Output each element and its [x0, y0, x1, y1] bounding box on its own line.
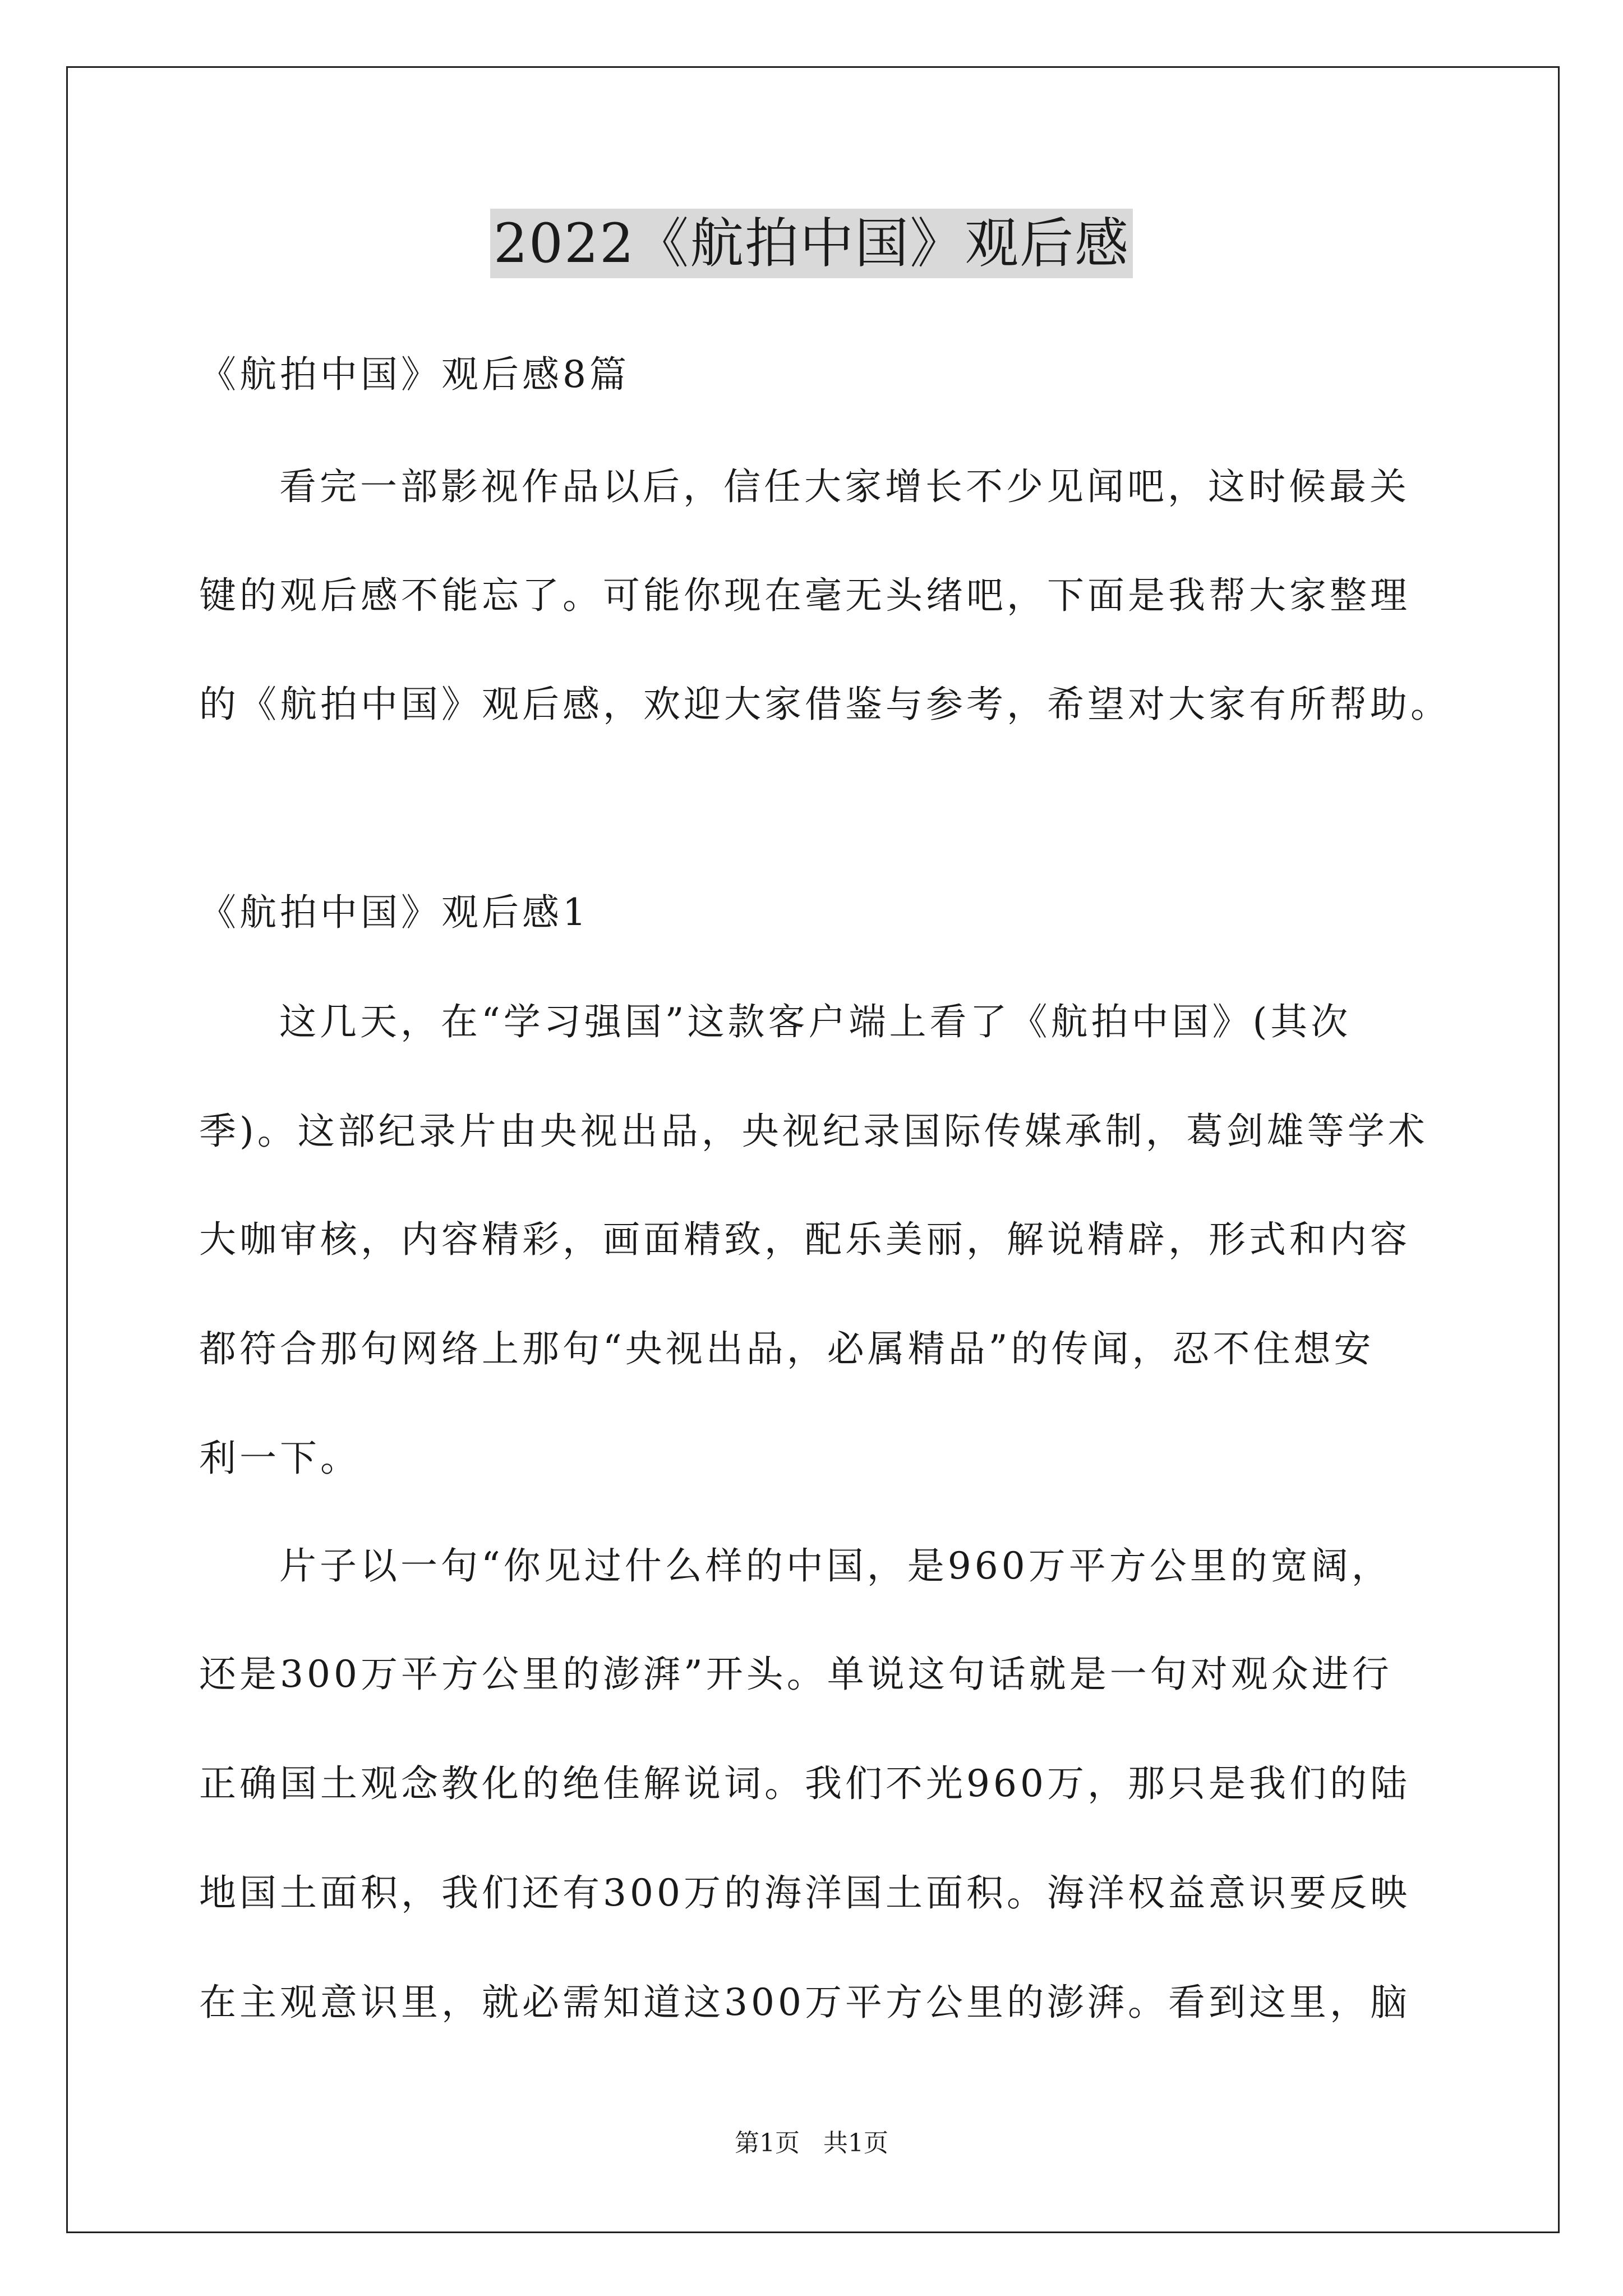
page-number-total: 共1页 [823, 2129, 888, 2157]
paragraph2-line-5: 在主观意识里，就必需知道这300万平方公里的澎湃。看到这里，脑 [199, 1981, 1410, 2024]
paragraph2-line-2: 还是300万平方公里的澎湃”开头。单说这句话就是一句对观众进行 [199, 1653, 1393, 1696]
intro-line-2: 键的观后感不能忘了。可能你现在毫无头绪吧，下面是我帮大家整理 [199, 574, 1410, 617]
document-subtitle: 《航拍中国》观后感8篇 [199, 353, 630, 396]
title-container [0, 209, 1623, 278]
paragraph1-line-2: 季)。这部纪录片由央视出品，央视纪录国际传媒承制，葛剑雄等学术 [199, 1110, 1428, 1153]
intro-line-1: 看完一部影视作品以后，信任大家增长不少见闻吧，这时候最关 [279, 465, 1410, 508]
page-footer [0, 2128, 1623, 2159]
paragraph2-line-4: 地国土面积，我们还有300万的海洋国土面积。海洋权益意识要反映 [199, 1871, 1410, 1915]
paragraph2-line-1: 片子以一句“你见过什么样的中国，是960万平方公里的宽阔， [279, 1544, 1392, 1588]
intro-line-3: 的《航拍中国》观后感，欢迎大家借鉴与参考，希望对大家有所帮助。 [199, 683, 1451, 726]
document-title: 2022《航拍中国》观后感 [490, 209, 1133, 278]
paragraph1-line-3: 大咖审核，内容精彩，画面精致，配乐美丽，解说精辟，形式和内容 [199, 1218, 1410, 1261]
section-heading: 《航拍中国》观后感1 [199, 891, 589, 934]
paragraph1-line-5: 利一下。 [199, 1437, 361, 1480]
paragraph1-line-1: 这几天，在“学习强国”这款客户端上看了《航拍中国》(其次 [279, 1000, 1352, 1043]
paragraph1-line-4: 都符合那句网络上那句“央视出品，必属精品”的传闻，忍不住想安 [199, 1327, 1375, 1370]
paragraph2-line-3: 正确国土观念教化的绝佳解说词。我们不光960万，那只是我们的陆 [199, 1762, 1410, 1805]
page-number-current: 第1页 [735, 2129, 800, 2157]
